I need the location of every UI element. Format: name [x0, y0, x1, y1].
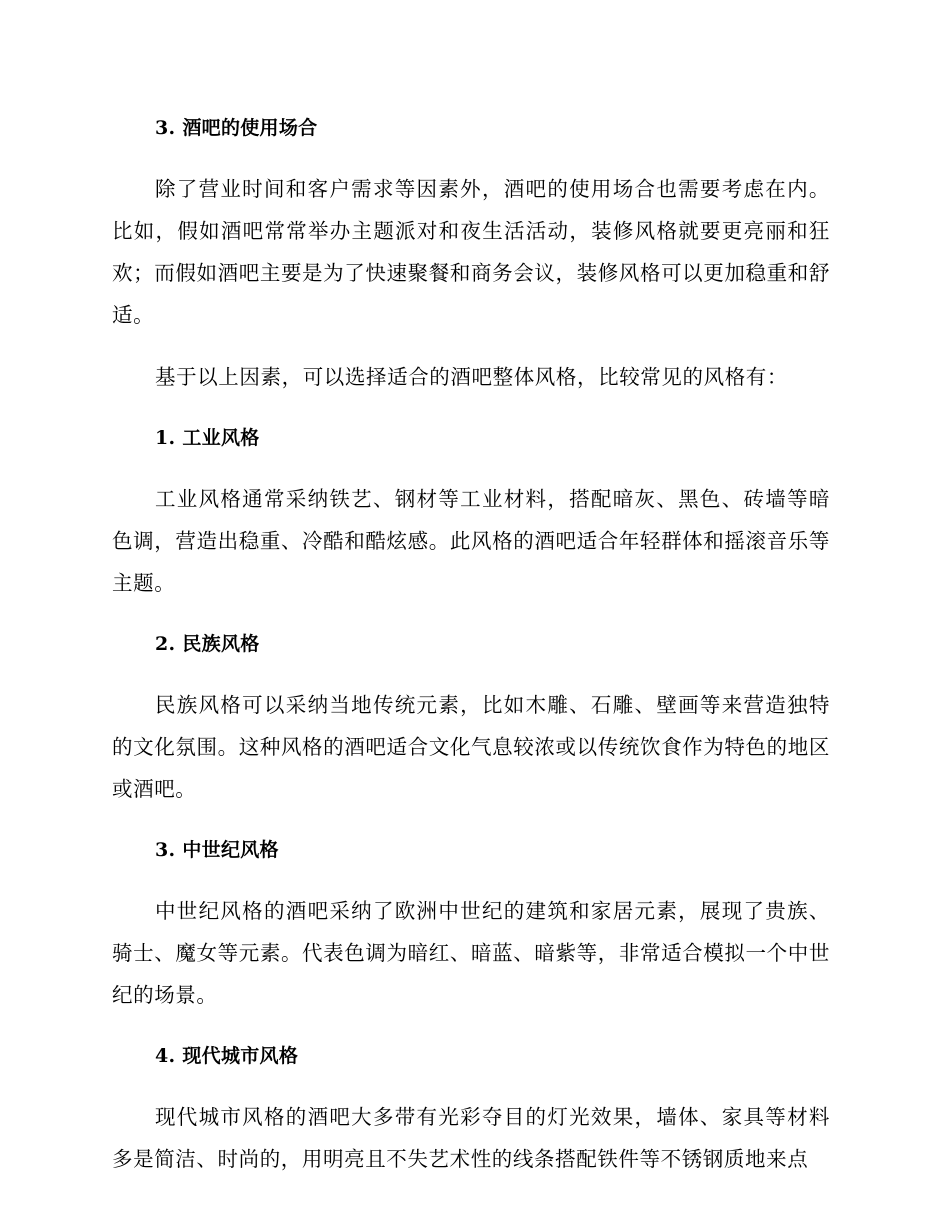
- para-ethnic-style: 民族风格可以采纳当地传统元素，比如木雕、石雕、壁画等来营造独特的文化氛围。这种风格的酒吧适合文化气息较浓或以传统饮食作为特色的地区或酒吧。: [112, 693, 830, 801]
- heading-usage-occasion: 3. 酒吧的使用场合: [155, 117, 318, 139]
- heading-modern-urban-style: 4. 现代城市风格: [155, 1045, 299, 1067]
- para-style-intro: 基于以上因素，可以选择适合的酒吧整体风格，比较常见的风格有：: [155, 365, 788, 389]
- para-industrial-style: 工业风格通常采纳铁艺、钢材等工业材料，搭配暗灰、黑色、砖墙等暗色调，营造出稳重、冷酷和酷炫感。此风格的酒吧适合年轻群体和摇滚音乐等主题。: [112, 487, 830, 595]
- para-modern-urban-style: 现代城市风格的酒吧大多带有光彩夺目的灯光效果，墙体、家具等材料多是简洁、时尚的，用明亮且不失艺术性的线条搭配铁件等不锈钢质地来点: [112, 1105, 830, 1171]
- para-usage-occasion: 除了营业时间和客户需求等因素外，酒吧的使用场合也需要考虑在内。比如，假如酒吧常常举办主题派对和夜生活活动，装修风格就要更亮丽和狂欢；而假如酒吧主要是为了快速聚餐和商务会议，装修风格可以更加稳重和舒适。: [112, 177, 830, 327]
- heading-ethnic-style: 2. 民族风格: [155, 633, 260, 655]
- heading-industrial-style: 1. 工业风格: [155, 427, 260, 449]
- heading-medieval-style: 3. 中世纪风格: [155, 839, 279, 861]
- document-body: [112, 108, 830, 1200]
- para-medieval-style: 中世纪风格的酒吧采纳了欧洲中世纪的建筑和家居元素，展现了贵族、骑士、魔女等元素。代表色调为暗红、暗蓝、暗紫等，非常适合模拟一个中世纪的场景。: [112, 899, 830, 1007]
